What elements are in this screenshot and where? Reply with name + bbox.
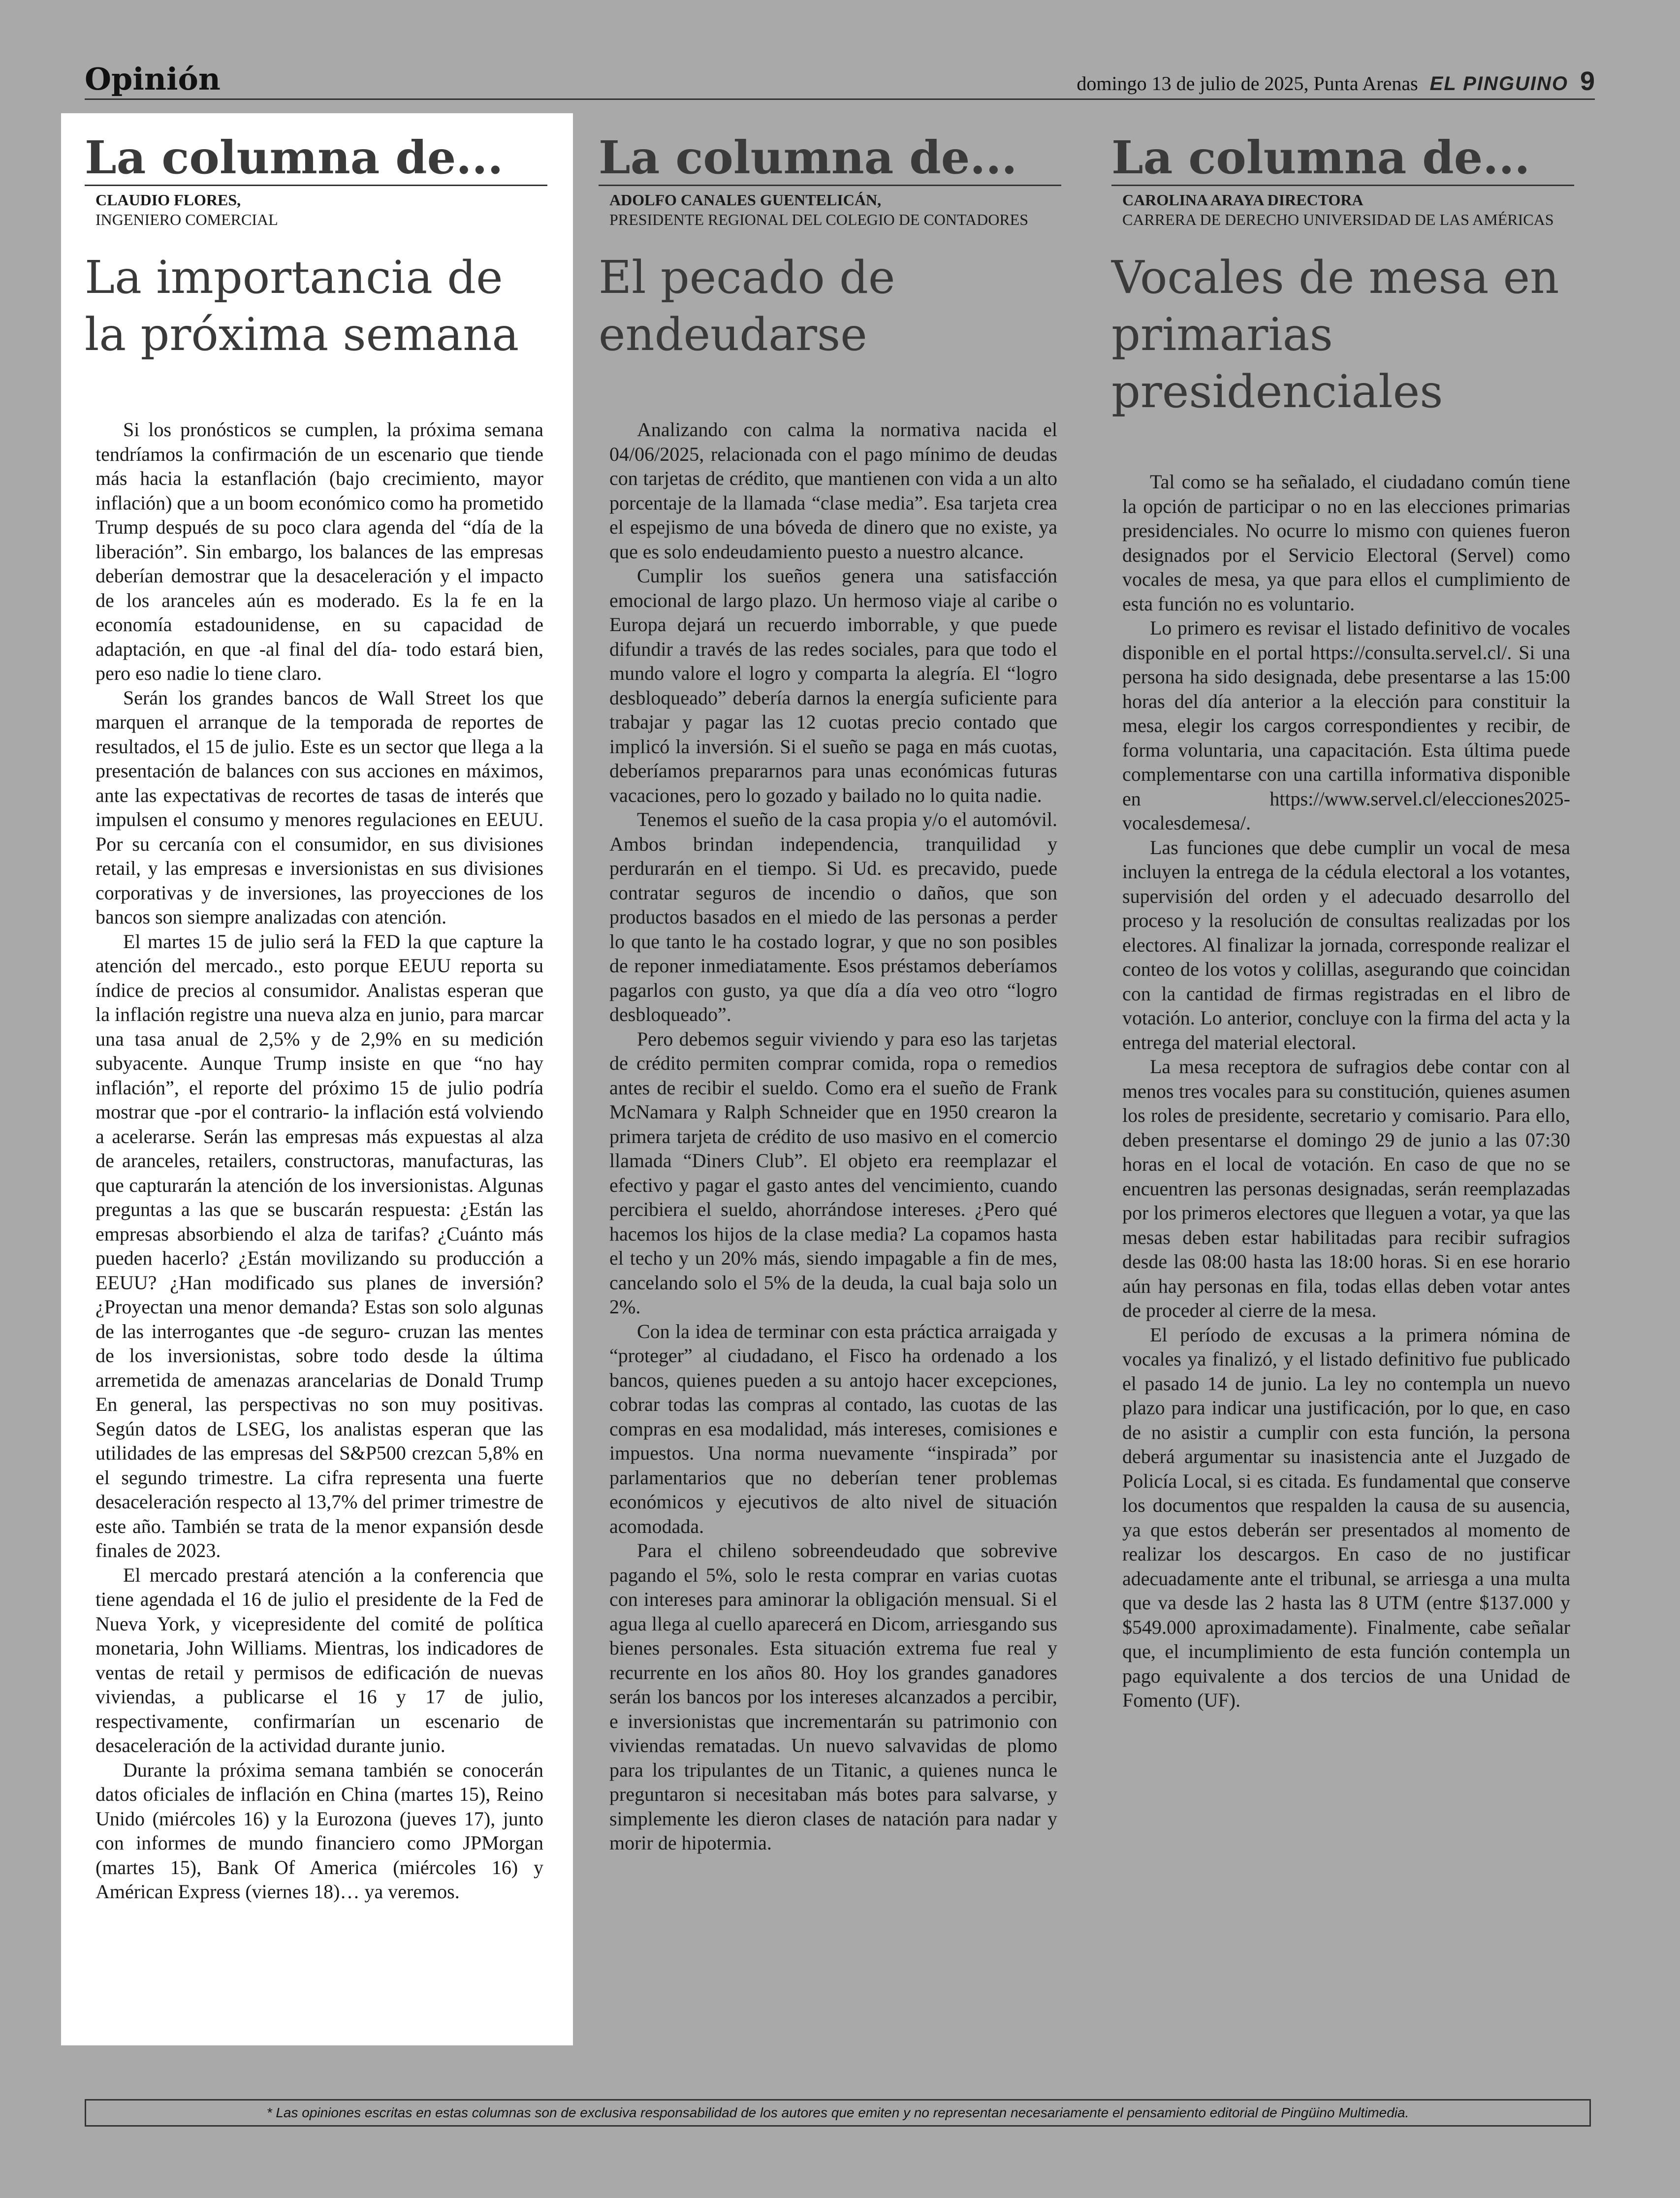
article-paragraph: El período de excusas a la primera nómina de vocales ya finalizó, y el listado definitivo fue publicado el pasado 14 de junio. La ley no contempla un nuevo plazo para indicar una justificación, por lo que, en caso de no asistir a cumplir con esta función, la persona deberá argumentar su inasistencia ante el Juzgado de Policía Local, si es citada. Es fundamental que conserve los documentos que respalden la causa de su ausencia, ya que estos deberán ser presentados al momento de realizar los descargos. En caso de no justificar adecuadamente ante el tribunal, se arriesga a una multa que va desde las 2 hasta las 8 UTM (entre $137.000 y $549.000 aproximadamente). Finalmente, cabe señalar que, el incumplimiento de esta función contempla un pago equivalente a dos tercios de una Unidad de Fomento (UF). xyxy=(1122,1323,1570,1711)
article-paragraph: El martes 15 de julio será la FED la que capture la atención del mercado., esto porque EEUU reporta su índice de precios al consumidor. Analistas esperan que la inflación registre una nueva alza en junio, para marcar una tasa anual de 2,5% y de 2,9% en su medición subyacente. Aunque Trump insiste en que “no hay inflación”, el reporte del próximo 15 de julio podría mostrar que -por el contrario- la inflación está volviendo a acelerarse. Serán las empresas más expuestas al alza de aranceles, retailers, constructoras, manufacturas, las que capturarán la atención de los inversionistas. Algunas preguntas a las que se buscarán respuesta: ¿Están las empresas absorbiendo el alza de tarifas? ¿Cuánto más pueden hacerlo? ¿Están movilizando su producción a EEUU? ¿Han modificado sus planes de inversión? ¿Proyectan una menor demanda? Estas son solo algunas de las interrogantes que -de seguro- cruzan las mentes de los inversionistas, sobre todo desde la última arremetida de amenazas arancelarias de Donald Trump En general, las perspectivas no son muy positivas. Según datos de LSEG, los analistas esperan que las utilidades de las empresas del S&P500 crezcan 5,8% en el segundo trimestre. La cifra representa una fuerte desaceleración respecto al 13,7% del primer trimestre de este año. También se trata de la menor expansión desde finales de 2023. xyxy=(95,930,543,1561)
article-paragraph: La mesa receptora de sufragios debe contar con al menos tres vocales para su constitución, quienes asumen los roles de presidente, secretario y comisario. Para ello, deben presentarse el domingo 29 de junio a las 07:30 horas en el local de votación. En caso de que no se encuentren las personas designadas, serán reemplazadas por los primeros electores que lleguen a votar, ya que las mesas deben estar habilitadas para recibir sufragios desde las 08:00 hasta las 18:00 horas. Si en ese horario aún hay personas en fila, todas ellas deben votar antes de proceder al cierre de la mesa. xyxy=(1122,1055,1570,1321)
page-number: 9 xyxy=(1580,66,1595,96)
article-paragraph: Tenemos el sueño de la casa propia y/o el automóvil. Ambos brindan independencia, tranquilidad y perdurarán en el tiempo. Si Ud. es precavido, puede contratar seguros de incendio o daños, que son productos basados en el miedo de las personas a perder lo que tanto le ha costado lograr, y que no son posibles de reponer inmediatamente. Esos préstamos deberíamos pagarlos con gusto, ya que día a día veo otro “logro desbloqueado”. xyxy=(609,808,1057,1025)
article-headline: La importancia de la próxima semana xyxy=(85,251,519,361)
article-paragraph: Cumplir los sueños genera una satisfacción emocional de largo plazo. Un hermoso viaje al caribe o Europa dejará un recuerdo imborrable, y que puede difundir a través de las redes sociales, para que todo el mundo valore el logro y comparta la alegría. El “logro desbloqueado” debería darnos la energía suficiente para trabajar y pagar las 12 cuotas precio contado que implicó la inversión. Si el sueño se paga en más cuotas, deberíamos prepararnos para unas económicas futuras vacaciones, pero lo gozado y bailado no lo quita nadie. xyxy=(609,565,1057,806)
article-paragraph: Analizando con calma la normativa nacida el 04/06/2025, relacionada con el pago mínimo de deudas con tarjetas de crédito, que mantienen con vida a un alto porcentaje de la llamada “clase media”. Esa tarjeta crea el espejismo de una bóveda de dinero que no existe, ya que es solo endeudamiento puesto a nuestro alcance. xyxy=(609,418,1057,563)
section-label: Opinión xyxy=(85,61,221,97)
page-header xyxy=(85,59,1595,100)
article-paragraph: Las funciones que debe cumplir un vocal de mesa incluyen la entrega de la cédula electoral a los votantes, supervisión del orden y el adecuado desarrollo del proceso y la resolución de consultas realizadas por los electores. Al finalizar la jornada, corresponde realizar el conteo de los votos y colillas, asegurando que coincidan con la cantidad de firmas registradas en el libro de votación. Lo anterior, concluye con la firma del acta y la entrega del material electoral. xyxy=(1122,836,1570,1053)
article-paragraph: Lo primero es revisar el listado definitivo de vocales disponible en el portal https://consulta.servel.cl/. Si una persona ha sido designada, debe presentarse a las 15:00 horas del día anterior a la elección para constituir la mesa, elegir los cargos correspondientes y recibir, de forma voluntaria, una capacitación. Esta última puede complementarse con una cartilla informativa disponible en https://www.servel.cl/elecciones2025-vocalesdemesa/. xyxy=(1122,617,1570,834)
author-role: PRESIDENTE REGIONAL DEL COLEGIO DE CONTADORES xyxy=(609,211,1028,228)
author-name: ADOLFO CANALES GUENTELICÁN, xyxy=(609,191,882,209)
opinion-column xyxy=(1111,130,1574,1713)
newspaper-logo: EL PINGUINO xyxy=(1429,73,1568,95)
column-kicker: La columna de... xyxy=(1111,130,1574,186)
column-kicker: La columna de... xyxy=(85,130,547,186)
article-paragraph: Pero debemos seguir viviendo y para eso las tarjetas de crédito permiten comprar comida, ropa o remedios antes de recibir el sueldo. Como era el sueño de Frank McNamara y Ralph Schneider que en 1950 crearon la primera tarjeta de crédito de uso masivo en el comercio llamada “Diners Club”. El objeto era reemplazar el efectivo y pagar el gasto antes del vencimiento, cuando percibiera el sueldo, ahorrándose intereses. ¿Pero qué hacemos los hijos de la clase media? La copamos hasta el techo y un 20% más, siendo impagable a fin de mes, cancelando solo el 5% de la deuda, la cual baja solo un 2%. xyxy=(609,1027,1057,1318)
issue-date: domingo 13 de julio de 2025, Punta Arenas xyxy=(1077,72,1418,95)
article-paragraph: Tal como se ha señalado, el ciudadano común tiene la opción de participar o no en las elecciones primarias presidenciales. No ocurre lo mismo con quienes fueron designados por el Servicio Electoral (Servel) como vocales de mesa, ya que para ellos el cumplimiento de esta función no es voluntario. xyxy=(1122,471,1570,615)
column-kicker: La columna de... xyxy=(599,130,1061,186)
author-name: CLAUDIO FLORES, xyxy=(95,191,241,209)
editorial-disclaimer: * Las opiniones escritas en estas columnas son de exclusiva responsabilidad de los autores que emiten y no representan necesariamente el pensamiento editorial de Pingüino Multimedia. xyxy=(85,2099,1591,2127)
author-role: INGENIERO COMERCIAL xyxy=(95,211,278,228)
article-body xyxy=(85,417,547,1904)
article-paragraph: Serán los grandes bancos de Wall Street los que marquen el arranque de la temporada de reportes de resultados, el 15 de julio. Este es un sector que llega a la presentación de balances con sus acciones en máximos, ante las expectativas de recortes de tasas de interés que impulsen el consumo y menores regulaciones en EEUU. Por su cercanía con el consumidor, en sus divisiones retail, y las empresas e inversionistas en sus divisiones corporativas y de inversiones, las proyecciones de los bancos son siempre analizadas con atención. xyxy=(95,686,543,928)
article-paragraph: Con la idea de terminar con esta práctica arraigada y “proteger” al ciudadano, el Fisco ha ordenado a los bancos, quienes pueden a su antojo hacer excepciones, cobrar todas las compras al contado, las cuotas de las compras en esa modalidad, más intereses, comisiones e impuestos. Una norma nuevamente “inspirada” por parlamentarios que no deberían tener problemas económicos y ejecutivos de alto nivel de situación acomodada. xyxy=(609,1320,1057,1537)
article-paragraph: Si los pronósticos se cumplen, la próxima semana tendríamos la confirmación de un escenario que tiende más hacia la estanflación (bajo crecimiento, mayor inflación) que a un boom económico como ha prometido Trump después de su poco clara agenda del “día de la liberación”. Sin embargo, los balances de las empresas deberían demostrar que la desaceleración y el impacto de los aranceles aún es moderado. Es la fe en la economía estadounidense, en su capacidad de adaptación, en que -al final del día- todo estará bien, pero eso nadie lo tiene claro. xyxy=(95,418,543,684)
article-headline: El pecado de endeudarse xyxy=(599,251,895,361)
article-paragraph: El mercado prestará atención a la conferencia que tiene agendada el 16 de julio el presidente de la Fed de Nueva York, y vicepresidente del comité de política monetaria, John Williams. Mientras, los indicadores de ventas de retail y permisos de edificación de nuevas viviendas, a publicarse el 16 y 17 de julio, respectivamente, confirmarían un escenario de desaceleración de la actividad durante junio. xyxy=(95,1563,543,1756)
author-name: CAROLINA ARAYA DIRECTORA xyxy=(1122,191,1363,209)
header-meta xyxy=(1077,66,1595,96)
article-paragraph: Para el chileno sobreendeudado que sobrevive pagando el 5%, solo le resta comprar en varias cuotas con intereses para aminorar la obligación mensual. Si el agua llega al cuello aparecerá en Dicom, arriesgando sus bienes personales. Esta situación extrema fue real y recurrente en los años 80. Hoy los grandes ganadores serán los bancos por los intereses alcanzados a percibir, e inversionistas que incrementarán su patrimonio con viviendas rematadas. Un nuevo salvavidas de plomo para los tripulantes de un Titanic, a quienes nunca le preguntaron si necesitaban más botes para salvarse, y simplemente les dieron clases de natación para nadar y morir de hipotermia. xyxy=(609,1539,1057,1854)
author-role: CARRERA DE DERECHO UNIVERSIDAD DE LAS AMÉRICAS xyxy=(1122,211,1554,228)
opinion-column xyxy=(599,130,1061,1855)
article-body xyxy=(599,417,1061,1855)
article-body xyxy=(1111,470,1574,1713)
article-headline: Vocales de mesa en primarias presidenciales xyxy=(1111,251,1559,418)
article-paragraph: Durante la próxima semana también se conocerán datos oficiales de inflación en China (martes 15), Reino Unido (miércoles 16) y la Eurozona (jueves 17), junto con informes de mundo financiero como JPMorgan (martes 15), Bank Of America (miércoles 16) y Américan Express (viernes 18)… ya veremos. xyxy=(95,1758,543,1903)
opinion-column xyxy=(85,130,547,1904)
